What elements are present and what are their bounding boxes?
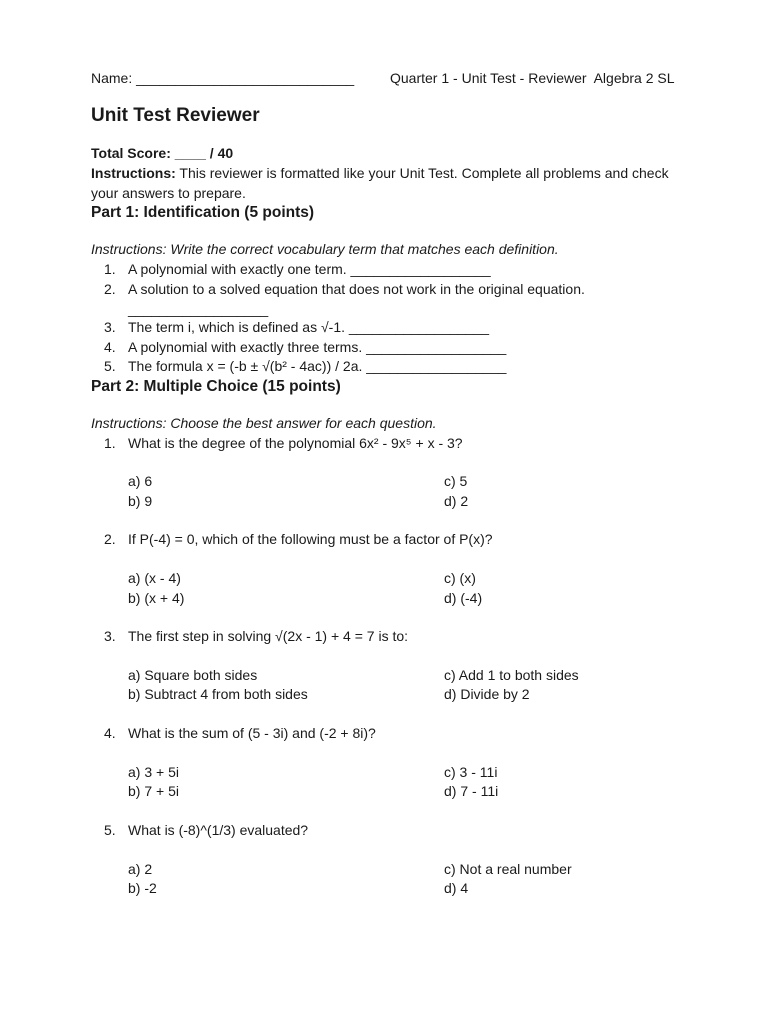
option-c: c) 3 - 11i (444, 764, 498, 780)
option-b: b) Subtract 4 from both sides (128, 686, 308, 702)
question-number: 2. (104, 531, 116, 547)
question-text: The first step in solving √(2x - 1) + 4 = 7 is to: (128, 628, 409, 644)
option-d: d) (-4) (444, 590, 483, 606)
part2-instructions: Instructions: Choose the best answer for each question. (91, 415, 437, 431)
question-number: 5. (104, 822, 116, 838)
name-field: Name: ____________________________ (91, 70, 355, 86)
item-number: 2. (104, 281, 116, 297)
question-text: What is (-8)^(1/3) evaluated? (128, 822, 309, 838)
item-answer-blank: __________________ (128, 301, 269, 317)
option-c: c) Add 1 to both sides (444, 667, 579, 683)
option-c: c) (x) (444, 570, 476, 586)
part1-instructions: Instructions: Write the correct vocabulary term that matches each definition. (91, 241, 559, 257)
option-b: b) 9 (128, 493, 153, 509)
instructions-label: Instructions: (91, 165, 176, 181)
option-a: a) 6 (128, 473, 153, 489)
item-number: 4. (104, 339, 116, 355)
option-d: d) 2 (444, 493, 469, 509)
option-d: d) 7 - 11i (444, 783, 499, 799)
option-c: c) 5 (444, 473, 468, 489)
general-instructions (91, 163, 691, 203)
question-number: 3. (104, 628, 116, 644)
instructions-text: This reviewer is formatted like your Unit Test. Complete all problems and check your answers to prepare. (91, 165, 669, 201)
course-title: Quarter 1 - Unit Test - Reviewer Algebra 2 SL (390, 70, 675, 86)
total-score-value: ____ / 40 (170, 145, 234, 161)
item-number: 3. (104, 319, 116, 335)
part1-heading: Part 1: Identification (5 points) (91, 204, 315, 221)
total-score-label: Total Score: (91, 145, 171, 161)
item-number: 5. (104, 358, 116, 374)
option-d: d) 4 (444, 880, 469, 896)
question-text: What is the degree of the polynomial 6x² - 9x⁵ + x - 3? (128, 435, 463, 451)
option-d: d) Divide by 2 (444, 686, 530, 702)
option-a: a) 3 + 5i (128, 764, 179, 780)
option-b: b) 7 + 5i (128, 783, 179, 799)
option-b: b) -2 (128, 880, 157, 896)
option-a: a) 2 (128, 861, 153, 877)
item-text: A polynomial with exactly one term. __________________ (128, 261, 491, 277)
option-a: a) (x - 4) (128, 570, 181, 586)
part2-heading: Part 2: Multiple Choice (15 points) (91, 378, 341, 395)
question-number: 1. (104, 435, 116, 451)
item-text: A solution to a solved equation that does not work in the original equation. (128, 281, 585, 297)
item-number: 1. (104, 261, 116, 277)
total-score (91, 143, 691, 163)
item-text: The term i, which is defined as √-1. __________________ (128, 319, 490, 335)
item-text: A polynomial with exactly three terms. __________________ (128, 339, 507, 355)
item-text: The formula x = (-b ± √(b² - 4ac)) / 2a. __________________ (128, 358, 507, 374)
question-text: What is the sum of (5 - 3i) and (-2 + 8i)? (128, 725, 376, 741)
question-number: 4. (104, 725, 116, 741)
page-title: Unit Test Reviewer (91, 105, 260, 126)
option-b: b) (x + 4) (128, 590, 185, 606)
option-a: a) Square both sides (128, 667, 258, 683)
option-c: c) Not a real number (444, 861, 572, 877)
question-text: If P(-4) = 0, which of the following must be a factor of P(x)? (128, 531, 493, 547)
